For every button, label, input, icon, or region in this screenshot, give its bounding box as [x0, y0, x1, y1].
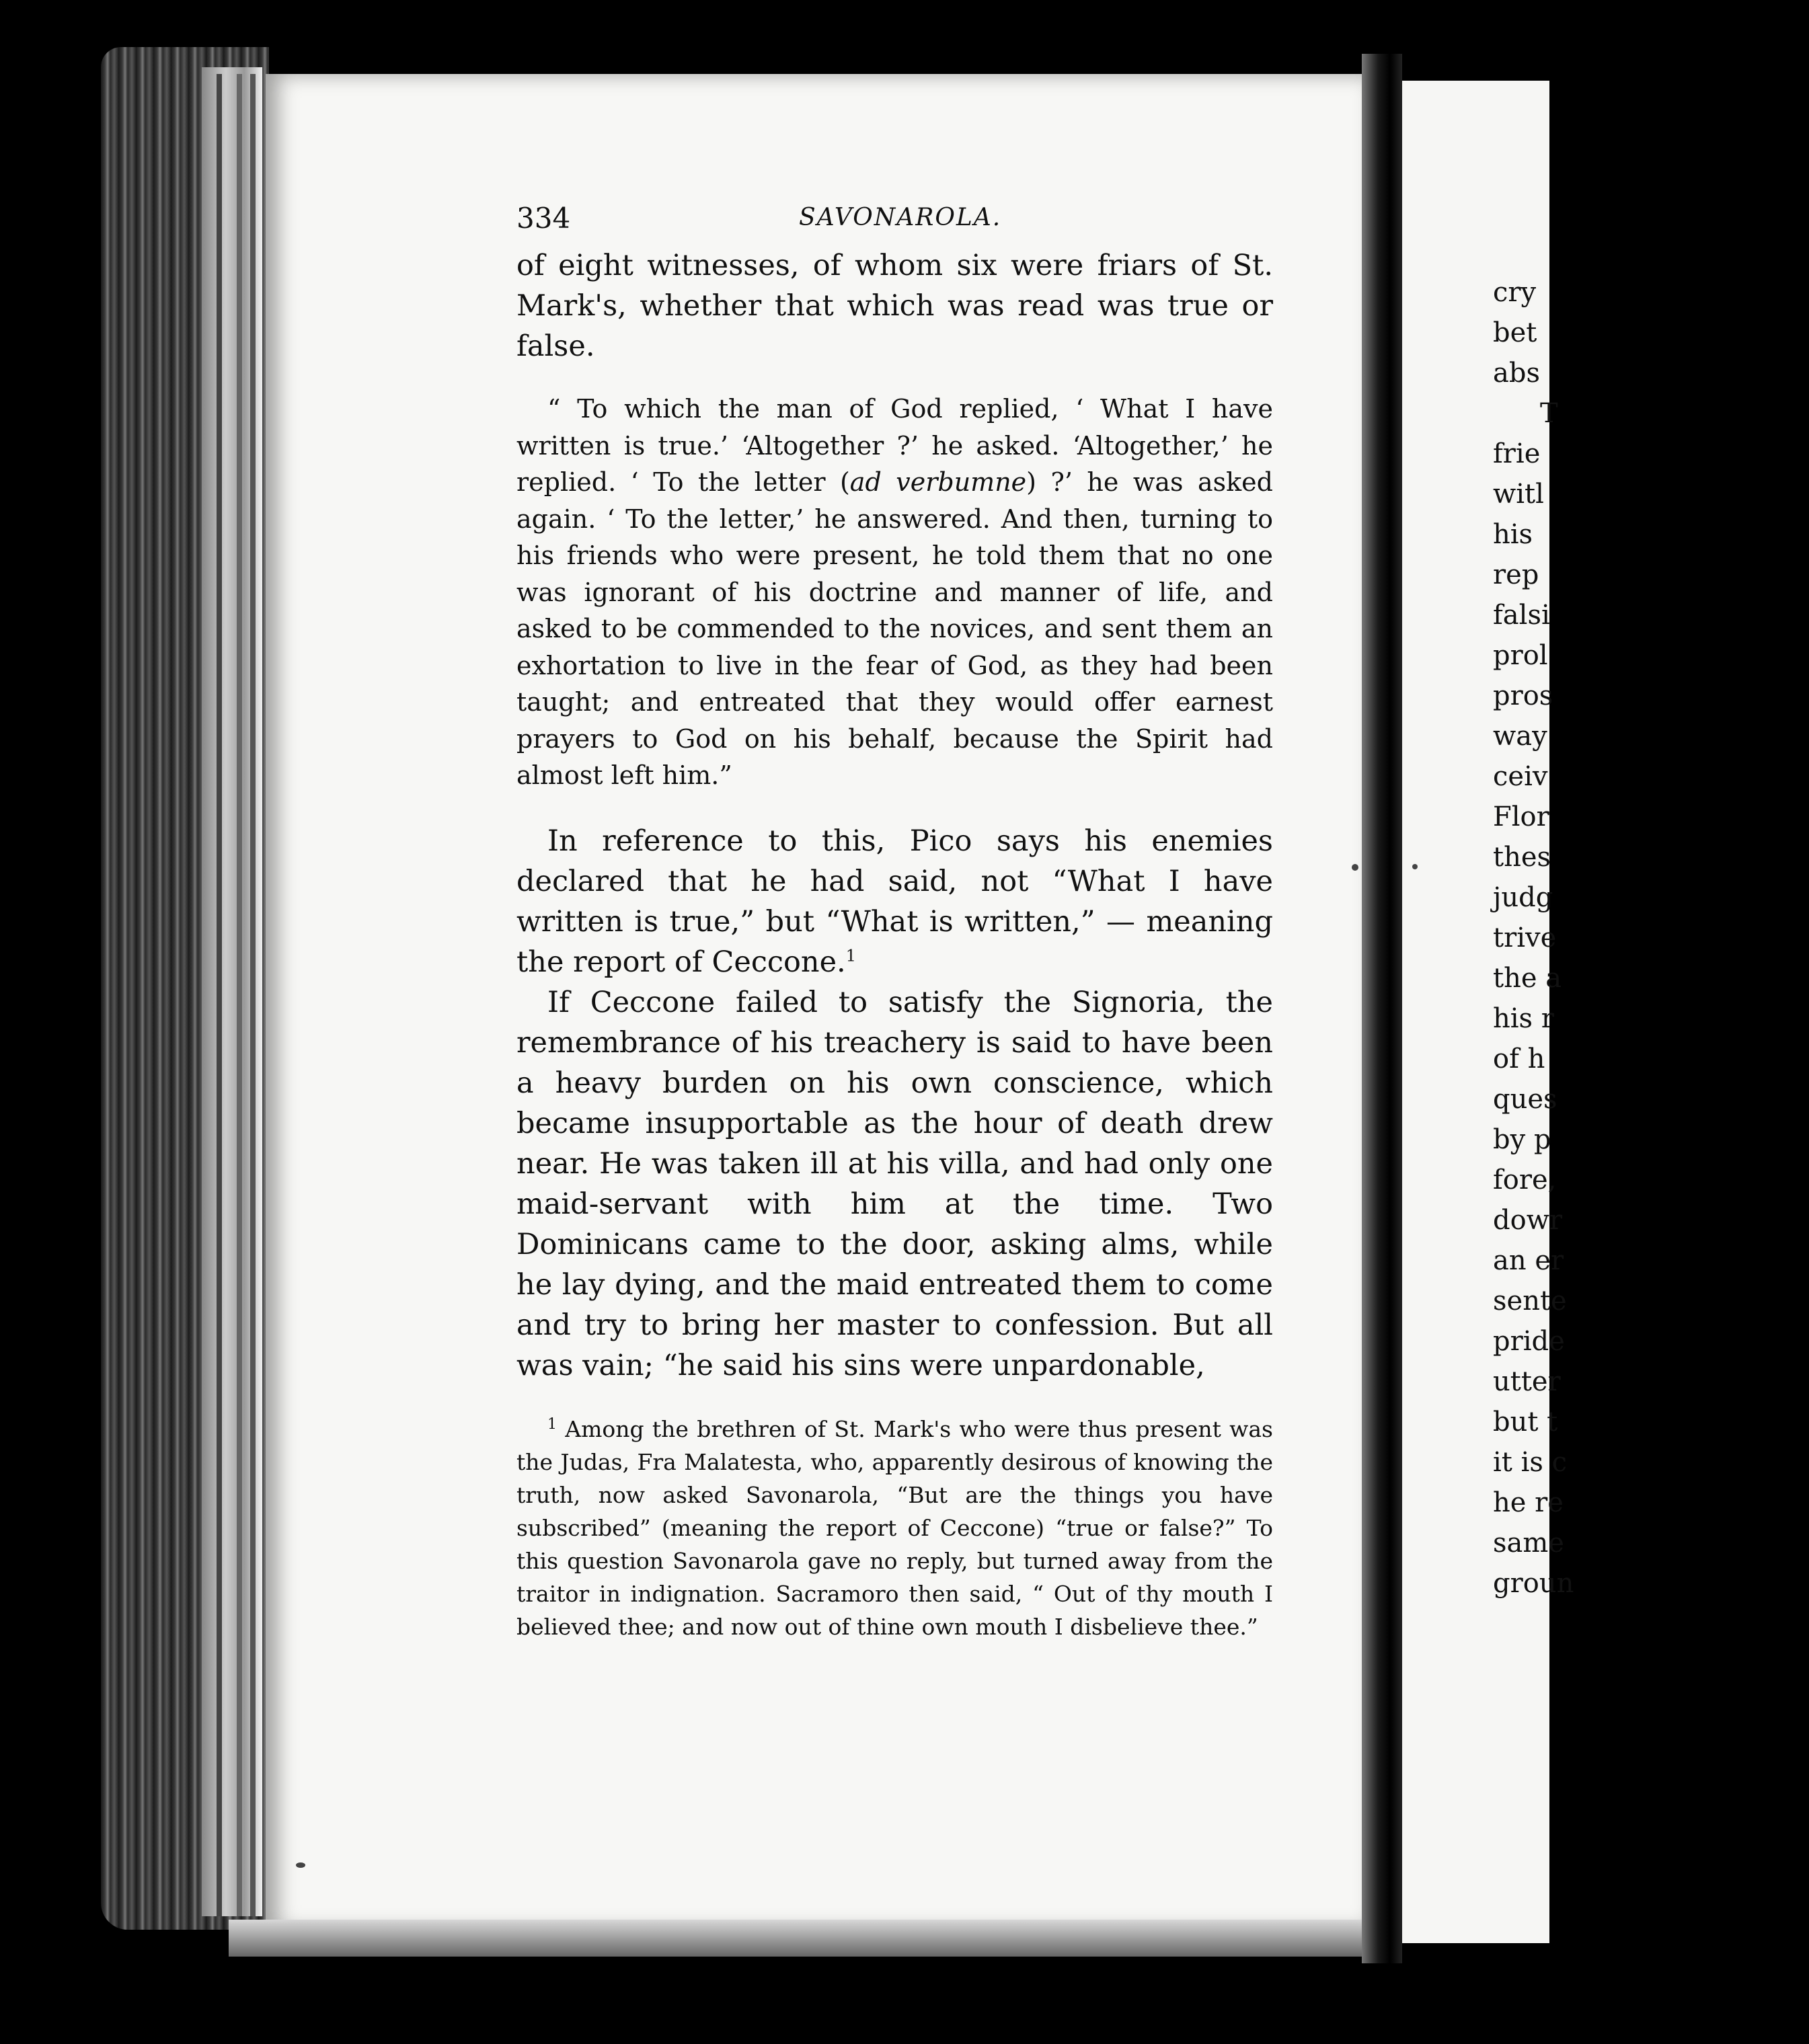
- right-page-line: thes: [1493, 842, 1551, 873]
- paragraph-pico-text: In reference to this, Pico says his enemies declared that he had said, not “What I have written is true,” but “What is written,” — meaning the report of Ceccone.: [516, 824, 1273, 979]
- right-page-line: by p: [1493, 1124, 1551, 1155]
- paragraph-ceccone: If Ceccone failed to satisfy the Signoria, the remembrance of his treachery is said to have been a heavy burden on his own conscience, which became insupportable as the hour of death drew near. He was taken ill at his villa, and had only one maid-servant with him at the time. Two Dominicans came to the door, asking alms, while he lay dying, and the maid entreated them to come and try to bring her master to confession. But all was vain; “he said his sins were unpardonable,: [516, 985, 1273, 1382]
- right-page-line: the a: [1493, 963, 1562, 994]
- right-page-line: frie: [1493, 438, 1541, 469]
- right-page-line: he re: [1493, 1487, 1564, 1518]
- right-page-line: abs: [1493, 358, 1540, 389]
- right-page-line: dowr: [1493, 1205, 1563, 1236]
- footnote-mark: 1: [547, 1415, 557, 1433]
- book-gutter: [1362, 54, 1402, 1963]
- footnote-reference: 1: [845, 946, 856, 966]
- footnotes: [516, 1413, 1273, 1643]
- right-page-line: same: [1493, 1528, 1564, 1559]
- right-page-line: judg: [1493, 882, 1553, 913]
- right-page-line: cry: [1493, 277, 1537, 308]
- page-bottom-edge: [229, 1920, 1372, 1957]
- right-page: [1402, 81, 1574, 1943]
- page-edge-line: [217, 74, 222, 1916]
- right-page-line: Flor: [1493, 801, 1549, 832]
- running-head: SAVONAROLA.: [799, 204, 1002, 231]
- right-page-line: T: [1540, 398, 1558, 429]
- right-page-line: ques: [1493, 1084, 1557, 1115]
- page-header: [516, 198, 1273, 245]
- right-page-line: fore,: [1493, 1165, 1557, 1195]
- ink-speck: [296, 1862, 305, 1868]
- footnote-text: Among the brethren of St. Mark's who were thus present was the Judas, Fra Malatesta, who, apparently desirous of knowing the truth, now asked Savonarola, “But are the things you have subscribed” (meaning the report of Ceccone) “true or false?” To this question Savonarola gave no reply, but turned away from the traitor in indignation. Sacramoro then said, “ Out of thy mouth I believed thee; and now out of thine own mouth I disbelieve thee.”: [516, 1415, 1273, 1640]
- right-page-line: pros: [1493, 680, 1553, 711]
- right-page-line: witl: [1493, 479, 1544, 510]
- ink-speck: [1412, 864, 1418, 869]
- opening-paragraph: of eight witnesses, of whom six were friars of St. Mark's, whether that which was read was true or false.: [516, 249, 1273, 363]
- right-page-line: groun: [1493, 1568, 1574, 1599]
- right-page-line: prol: [1493, 640, 1548, 671]
- right-page-line: trive: [1493, 922, 1557, 953]
- right-page-line: utter: [1493, 1366, 1561, 1397]
- right-page-line: it is c: [1493, 1447, 1568, 1478]
- right-page-line: but t: [1493, 1407, 1558, 1438]
- right-page-line: bet: [1493, 317, 1537, 348]
- page-edge-line: [250, 74, 256, 1916]
- right-page-line: of h: [1493, 1044, 1545, 1074]
- right-page-line: pride: [1493, 1326, 1565, 1357]
- ink-speck: [1352, 864, 1358, 871]
- page-edge-line: [237, 74, 242, 1916]
- right-page-line: ceiv: [1493, 761, 1548, 792]
- quoted-passage: [516, 391, 1273, 794]
- right-page-line: sente: [1493, 1286, 1567, 1316]
- quote-text-part-2: ) ?’ he was asked again. ‘ To the letter,’ he answered. And then, turning to his friends who were present, he told them that no one was ignorant of his doctrine and manner of life, and asked to be commended to the novices, and sent them an exhortation to live in the fear of God, as they had been taught; and entreated that they would offer earnest prayers to God on his behalf, because the Spirit had almost left him.”: [516, 467, 1273, 790]
- right-page-line: falsi: [1493, 600, 1550, 631]
- footnote: [516, 1413, 1273, 1643]
- quote-italic-phrase: ad verbumne: [849, 467, 1027, 497]
- quote-text-part-1: “ To which the man of God replied, ‘ What I have written is true.’ ‘Altogether ?’ he asked. ‘Altogether,’ he replied. ‘ To the letter (: [516, 394, 1273, 497]
- page-content: [516, 198, 1273, 1643]
- paragraph-pico: [516, 821, 1273, 982]
- right-page-line: an er: [1493, 1245, 1564, 1276]
- right-page-line: rep: [1493, 559, 1539, 590]
- page-number: 334: [516, 202, 571, 235]
- right-page-line: his: [1493, 519, 1533, 550]
- right-page-line: his r: [1493, 1003, 1554, 1034]
- right-page-line: way: [1493, 721, 1547, 752]
